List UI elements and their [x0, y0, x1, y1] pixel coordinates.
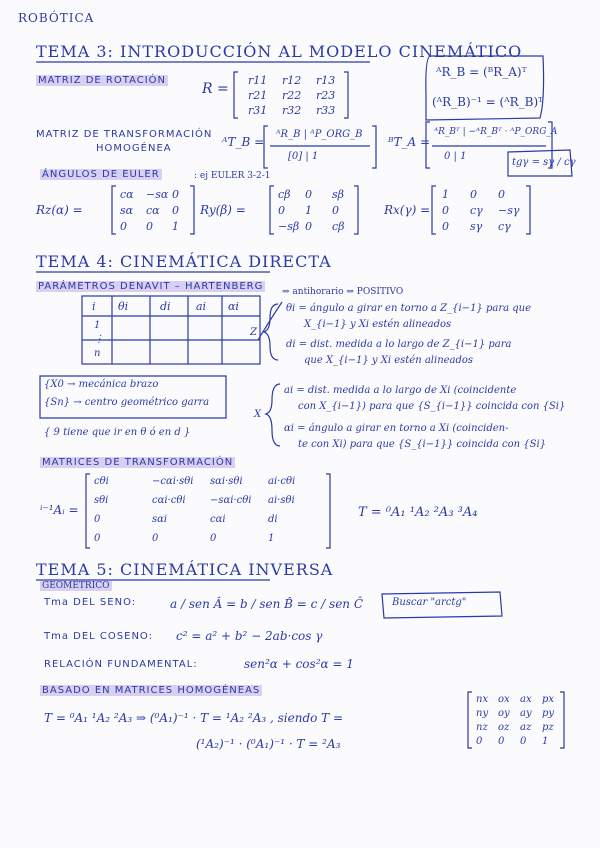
note-sn: {Sn} → centro geométrico garra: [44, 397, 210, 408]
matrix-cell: r33: [316, 104, 336, 117]
matrix-cell: ax: [520, 694, 532, 705]
matrix-cell: sαi·sθi: [210, 476, 243, 487]
seno-eq: a / sen Â = b / sen B̂ = c / sen Ĉ: [170, 597, 364, 611]
page-title: ROBÓTICA: [18, 11, 95, 25]
matrix-cell: 1: [305, 204, 312, 217]
matrix-cell: 0: [278, 204, 285, 217]
rot-prop-2: (ᴬR_B)⁻¹ = (ᴬR_B)ᵀ: [432, 95, 544, 109]
trans-row2: [0] | 1: [288, 151, 319, 162]
trans-inv-row1: ᴬR_Bᵀ | −ᴬR_Bᵀ · ᴬP_ORG_A: [434, 127, 558, 137]
matrix-cell: cβ: [332, 220, 345, 233]
matrix-cell: 0: [442, 204, 449, 217]
matrix-cell: cα: [146, 204, 160, 217]
matrix-cell: sβ: [332, 188, 345, 201]
ry-lhs: Ry(β) =: [200, 203, 246, 217]
matrix-cell: cθi: [94, 476, 109, 487]
dh-row-index: n: [94, 348, 101, 359]
basado-label: BASADO EN MATRICES HOMOGÉNEAS: [42, 685, 261, 696]
dh-header-cell: ai: [196, 300, 207, 313]
matrix-cell: sαi: [152, 514, 168, 525]
a-def-2: con X_{i−1}) para que {S_{i−1}} coincida con {Si}: [298, 401, 566, 412]
matrix-cell: 0: [470, 188, 477, 201]
euler-label: ÁNGULOS DE EULER: [42, 169, 160, 180]
matrix-cell: 0: [498, 188, 505, 201]
matrix-cell: oz: [498, 722, 510, 733]
dh-header-cell: di: [160, 300, 171, 313]
rot-bracket-left: [234, 72, 238, 118]
matrix-cell: 0: [305, 188, 312, 201]
matrix-cell: −sα: [146, 188, 169, 201]
matrix-cell: −sβ: [278, 220, 300, 233]
x-mark: X: [254, 409, 262, 420]
antihorario-note: ⇒ antihorario ⇒ POSITIVO: [282, 287, 404, 297]
rz-lhs: Rz(α) =: [36, 203, 83, 217]
matrix-cell: sγ: [470, 220, 483, 233]
theta-def-2: X_{i−1} y Xi estén alineados: [304, 319, 452, 330]
matrix-cell: py: [542, 708, 555, 719]
matrix-cell: r32: [282, 104, 302, 117]
dh-header-cell: i: [92, 300, 96, 313]
theta-def-1: θi = ángulo a girar en torno a Z_{i−1} para que: [286, 303, 532, 314]
T-product: T = ⁰A₁ ¹A₂ ²A₃ ³A₄: [358, 505, 478, 520]
matrix-cell: r22: [282, 89, 302, 102]
coseno-label: Tma DEL COSENO:: [44, 631, 153, 642]
matrix-cell: cαi: [210, 514, 226, 525]
matrix-cell: r31: [248, 104, 268, 117]
matrix-cell: nz: [476, 722, 488, 733]
matrix-cell: r11: [248, 74, 268, 87]
seno-label: Tma DEL SENO:: [44, 597, 137, 608]
matrices-label: MATRICES DE TRANSFORMACIÓN: [42, 457, 234, 468]
transform-label-2: HOMOGÉNEA: [96, 143, 172, 154]
geometrico-label: GEOMÉTRICO: [42, 581, 110, 591]
matrix-cell: 1: [268, 533, 275, 544]
rx-lhs: Rx(γ) =: [384, 203, 431, 217]
matrix-cell: sα: [120, 204, 134, 217]
matrix-cell: cβ: [278, 188, 291, 201]
tema4-heading: TEMA 4: CINEMÁTICA DIRECTA: [36, 252, 332, 271]
note-theta-d: { 9 tiene que ir en θ ó en d }: [44, 427, 191, 438]
coseno-eq: c² = a² + b² − 2ab·cos γ: [176, 629, 323, 643]
matrix-cell: 0: [94, 533, 101, 544]
matrix-cell: −cαi·sθi: [152, 476, 194, 487]
matrix-cell: 1: [442, 188, 449, 201]
matrix-cell: cγ: [470, 204, 483, 217]
transform-label: MATRIZ DE TRANSFORMACIÓN: [36, 129, 213, 140]
matrix-cell: r21: [248, 89, 268, 102]
rot-lhs: R =: [202, 81, 229, 97]
alpha-def-2: te con Xi) para que {S_{i−1}} coincida con {Si}: [298, 439, 547, 450]
matrix-cell: px: [542, 694, 555, 705]
rot-bracket-right: [344, 72, 348, 118]
tg-note: tgγ = sγ / cγ: [512, 157, 576, 168]
rotation-label: MATRIZ DE ROTACIÓN: [38, 75, 167, 86]
relacion-eq: sen²α + cos²α = 1: [244, 657, 354, 671]
matrix-cell: ay: [520, 708, 532, 719]
matrix-cell: 0: [305, 220, 312, 233]
rot-prop-1: ᴬR_B = (ᴮR_A)ᵀ: [436, 65, 527, 79]
matrix-cell: sθi: [94, 495, 109, 506]
tema5-heading: TEMA 5: CINEMÁTICA INVERSA: [36, 560, 334, 579]
matrix-cell: r12: [282, 74, 302, 87]
matrix-cell: 0: [442, 220, 449, 233]
matrix-cell: ai·sθi: [268, 495, 295, 506]
matrix-cell: ny: [476, 708, 489, 719]
d-def-1: di = dist. medida a lo largo de Z_{i−1} para: [286, 339, 512, 350]
matrix-cell: 0: [94, 514, 101, 525]
A-lhs: ⁱ⁻¹Aᵢ =: [40, 503, 79, 517]
alpha-def-1: αi = ángulo a girar en torno a Xi (coinciden-: [284, 423, 509, 434]
matrix-cell: oy: [498, 708, 510, 719]
matrix-cell: nx: [476, 694, 489, 705]
matrix-cell: 0: [520, 736, 527, 747]
matrix-cell: 0: [210, 533, 217, 544]
matrix-cell: ox: [498, 694, 510, 705]
matrix-cell: 0: [152, 533, 159, 544]
dh-header-cell: θi: [118, 300, 129, 313]
matrix-cell: cγ: [498, 220, 511, 233]
matrix-cell: 1: [172, 220, 179, 233]
matrix-cell: cα: [120, 188, 134, 201]
matrix-cell: r13: [316, 74, 336, 87]
trans-row1: ᴬR_B | ᴬP_ORG_B: [276, 129, 363, 140]
matrix-cell: 0: [332, 204, 339, 217]
note-x0: {X0 → mecánica brazo: [44, 379, 159, 390]
matrix-cell: 0: [120, 220, 127, 233]
z-mark: Z: [250, 327, 257, 338]
matrix-cell: 0: [172, 188, 179, 201]
matrix-cell: −sγ: [498, 204, 520, 217]
d-def-2: que X_{i−1} y Xi estén alineados: [304, 355, 474, 366]
tema3-heading: TEMA 3: INTRODUCCIÓN AL MODELO CINEMÁTICO: [36, 42, 523, 61]
dh-header-cell: αi: [228, 300, 239, 313]
matrix-cell: az: [520, 722, 532, 733]
trans-inv-lhs: ᴮT_A =: [388, 135, 431, 149]
matrix-cell: pz: [542, 722, 554, 733]
matrix-cell: di: [268, 514, 278, 525]
trans-bracket-left: [264, 126, 268, 168]
params-label: PARÁMETROS DENAVIT – HARTENBERG: [38, 281, 264, 292]
inverse-eq-1: T = ⁰A₁ ¹A₂ ²A₃ ⇒ (⁰A₁)⁻¹ · T = ¹A₂ ²A₃ , siendo T =: [44, 711, 344, 725]
euler-note: : ej EULER 3-2-1: [194, 171, 271, 181]
matrix-cell: 0: [476, 736, 483, 747]
buscar-note: Buscar "arctg": [392, 597, 467, 608]
trans-lhs: ᴬT_B =: [222, 135, 265, 149]
matrix-cell: r23: [316, 89, 336, 102]
relacion-label: RELACIÓN FUNDAMENTAL:: [44, 659, 198, 670]
matrix-cell: cαi·cθi: [152, 495, 186, 506]
dh-row-index: 1: [94, 320, 101, 331]
matrix-cell: 0: [146, 220, 153, 233]
trans-inv-row2: 0 | 1: [444, 151, 467, 162]
dh-row-index: ⋮: [94, 334, 104, 345]
matrix-cell: −sαi·cθi: [210, 495, 252, 506]
matrix-cell: 1: [542, 736, 549, 747]
matrix-cell: 0: [172, 204, 179, 217]
matrix-cell: 0: [498, 736, 505, 747]
a-def-1: ai = dist. medida a lo largo de Xi (coincidente: [284, 385, 517, 396]
matrix-cell: ai·cθi: [268, 476, 296, 487]
inverse-eq-2: (¹A₂)⁻¹ · (⁰A₁)⁻¹ · T = ²A₃: [196, 737, 341, 751]
